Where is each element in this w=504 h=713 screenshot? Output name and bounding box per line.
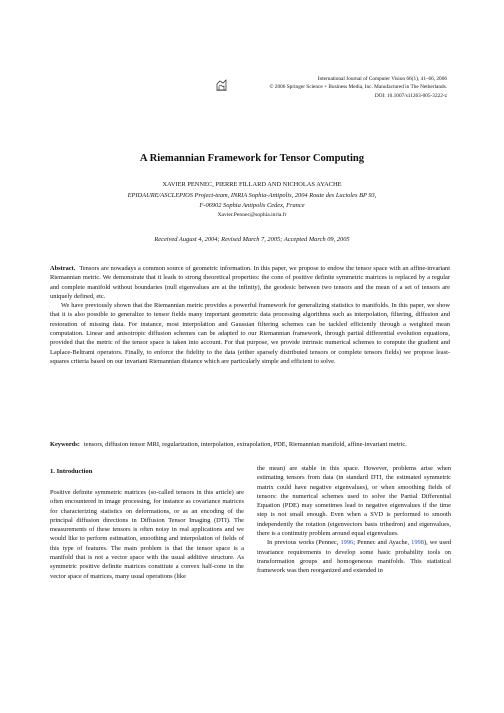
author-list: XAVIER PENNEC, PIERRE FILLARD AND NICHOLAS AYACHE <box>162 181 342 188</box>
keywords-label: Keywords: <box>50 441 80 448</box>
paper-title: A Riemannian Framework for Tensor Computing <box>139 153 365 164</box>
affiliation-line-2: F-06902 Sophia Antipolis Cedex, France <box>199 202 305 209</box>
abstract-label: Abstract. <box>50 265 76 272</box>
keywords <box>50 440 450 449</box>
body-column-left <box>50 488 244 581</box>
keywords-text: tensors, diffusion tensor MRI, regularization, interpolation, extrapolation, PDE, Riemannian manifold, affine-invariant metric. <box>83 441 407 448</box>
body-column-right <box>257 464 451 576</box>
doi-line: DOI: 10.1007/s11263-005-3222-z <box>374 92 447 99</box>
paragraph-text: In previous works (Pennec, <box>267 539 341 547</box>
copyright-line: © 2006 Springer Science + Business Media, Inc. Manufactured in The Netherlands. <box>269 84 447 91</box>
author-email: Xavier.Pennec@sophia.inria.fr <box>217 212 287 218</box>
journal-header <box>215 75 447 100</box>
abstract-paragraph-2: We have previously shown that the Riemannian metric provides a powerful framework for generalizing statistics to manifolds. In this paper, we show that it is also possible to generalize to tensor fields many important geometric data processing algorithms such as interpolation, filtering, diffusion and restoration of missing data. For instance, most interpolation and Gaussian filtering schemes can be tackled efficiently through a weighted mean computation. Linear and anisotropic diffusion schemes can be adapted to our Riemannian framework, through partial differential evolution equations, provided that the metric of the tensor space is taken into account. For that purpose, we provide intrinsic numerical schemes to compute the gradient and Laplace-Beltrami operators. Finally, to enforce the fidelity to the data (either sparsely distributed tensors or complete tensors fields) we propose least-squares criteria based on our invariant Riemannian distance which are particularly simple and efficient to solve. <box>50 302 450 365</box>
submission-dates: Received August 4, 2004; Revised March 7, 2005; Accepted March 09, 2005 <box>154 236 350 243</box>
abstract-paragraph-1: Tensors are nowadays a common source of geometric information. In this paper, we propose to endow the tensor space with an affine-invariant Riemannian metric. We demonstrate that it leads to strong theoretical properties: the cone of positive definite symmetric matrices is replaced by a regular and complete manifold without boundaries (null eigenvalues are at the infinity), the geodesic between two tensors and the mean of a set of tensors are uniquely defined, etc. <box>50 265 450 300</box>
intro-paragraph-1: Positive definite symmetric matrices (so-called tensors in this article) are often encountered in image processing, for instance as covariance matrices for characterizing statistics on deformations, or as an encoding of the principal diffusion directions in Diffusion Tensor Imaging (DTI). The measurements of these tensors is often noisy in real applications and we would like to perform estimation, smoothing and interpolation of fields of this type of features. The main problem is that the tensor space is a manifold that is not a vector space with the usual additive structure. As symmetric positive definite matrices constitute a convex half-cone in the vector space of matrices, many usual operations (like <box>50 489 244 580</box>
citation-link-pennec-1996[interactable]: 1996 <box>340 539 354 547</box>
affiliation-line-1: EPIDAURE/ASCLEPIOS Project-team, INRIA Sophia-Antipolis, 2004 Route des Lucioles BP 93, <box>127 192 377 199</box>
intro-paragraph-2 <box>257 538 451 575</box>
paragraph-text: ), we used invariance requirements to develop some basic probability tools on transformation groups and homogeneous manifolds. This statistical framework was then reorganized and extended in <box>257 539 451 575</box>
paragraph-text: ; Pennec and Ayache, <box>353 539 412 547</box>
citation-link-pennec-ayache-1998[interactable]: 1998 <box>411 539 424 547</box>
abstract <box>50 264 450 366</box>
section-heading-introduction: 1. Introduction <box>50 468 93 475</box>
intro-paragraph-1-continued: the mean) are stable in this space. However, problems arise when estimating tensors from data (in standard DTI, the estimated symmetric matrix could have negative eigenvalues), or when smoothing fields of tensors: the numerical schemes used to solve the Partial Differential Equation (PDE) may sometimes lead to negative eigenvalues if the time step is not small enough. Even when a SVD is performed to smooth independently the rotation (eigenvectors basis trihedron) and eigenvalues, there is a continuity problem around equal eigenvalues. <box>257 465 451 538</box>
journal-citation: International Journal of Computer Vision 66(1), 41–66, 2006 <box>317 76 447 82</box>
